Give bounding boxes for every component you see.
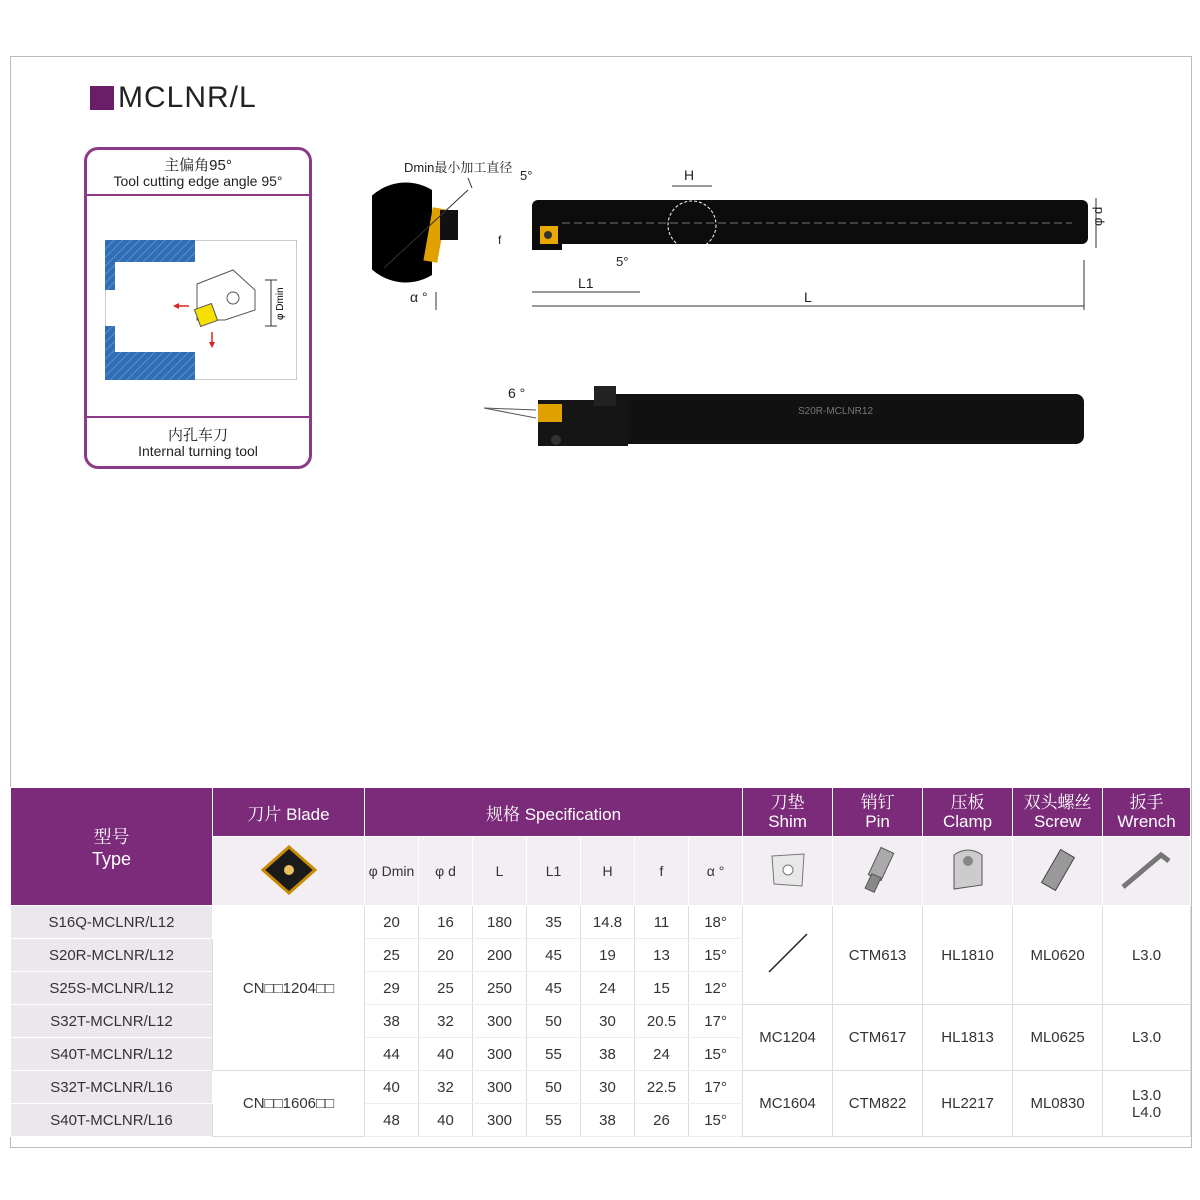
table-row: S16Q-MCLNR/L12 CN□□1204□□ 20 16 180 35 14.8 11 18° CTM613 HL1810 ML0620 L3.0 — [11, 906, 1191, 939]
shim-none-icon — [743, 906, 833, 1005]
col-header-d: φ d — [419, 837, 473, 906]
type-header-en: Type — [91, 849, 132, 869]
page-title: MCLNR/L — [90, 80, 257, 116]
blade-header: 刀片 Blade — [213, 788, 365, 837]
card-header-cn: 主偏角95° — [164, 157, 232, 174]
col-header-alpha: α ° — [689, 837, 743, 906]
card-header-en: Tool cutting edge angle 95° — [113, 173, 283, 189]
wrench-g3: L3.0 L4.0 — [1103, 1071, 1191, 1137]
blade-insert-icon — [213, 837, 365, 906]
angle-low-label: 5° — [616, 254, 629, 269]
photo-angle-label: 6 ° — [508, 385, 526, 401]
f-label: f — [498, 233, 502, 247]
dmin-label: φ Dmin — [275, 287, 286, 320]
table-row: S32T-MCLNR/L16 CN□□1606□□ 40 32 300 50 30 22.5 17° MC1604 CTM822 HL2217 ML0830 L3.0 L4.0 — [11, 1071, 1191, 1104]
wrench-icon — [1103, 837, 1191, 906]
card-footer-en: Internal turning tool — [138, 443, 258, 459]
wrench-header: 扳手 Wrench — [1103, 788, 1191, 837]
angle-top-label: 5° — [520, 168, 533, 183]
dmin-text: Dmin最小加工直径 — [404, 160, 513, 175]
col-header-h: H — [581, 837, 635, 906]
blade-code-1606: CN□□1606□□ — [213, 1071, 365, 1137]
pin-icon — [833, 837, 923, 906]
blade-code-1204: CN□□1204□□ — [213, 906, 365, 1071]
card-footer — [87, 416, 309, 466]
tool-marking: S20R-MCLNR12 — [798, 406, 874, 417]
table-row: S32T-MCLNR/L12 38 32 300 50 30 20.5 17° MC1204 CTM617 HL1813 ML0625 L3.0 — [11, 1005, 1191, 1038]
tool-photo — [478, 376, 1098, 456]
clamp-header: 压板 Clamp — [923, 788, 1013, 837]
col-header-l1: L1 — [527, 837, 581, 906]
screw-header: 双头螺丝 Screw — [1013, 788, 1103, 837]
card-footer-cn: 内孔车刀 — [167, 427, 228, 444]
tool-info-card — [84, 147, 312, 469]
shim-icon — [743, 837, 833, 906]
phi-d-label: φ d — [1090, 206, 1105, 226]
type-header-cn: 型号 — [93, 827, 130, 847]
col-header-l: L — [473, 837, 527, 906]
title-square-icon — [90, 86, 114, 110]
pin-header: 销钉 Pin — [833, 788, 923, 837]
table-row: S20R-MCLNR/L12 25 20 200 45 19 13 15° — [11, 939, 1191, 972]
table-row: S40T-MCLNR/L16 48 40 300 55 38 26 15° — [11, 1104, 1191, 1137]
bore-diagram — [105, 240, 297, 380]
card-header — [87, 150, 309, 196]
col-header-f: f — [635, 837, 689, 906]
l1-label: L1 — [578, 275, 594, 291]
spec-header: 规格 Specification — [365, 788, 743, 837]
clamp-icon — [923, 837, 1013, 906]
table-row: S25S-MCLNR/L12 29 25 250 45 24 15 12° — [11, 972, 1191, 1005]
col-header-dmin: φ Dmin — [365, 837, 419, 906]
type-header — [11, 788, 213, 906]
h-label: H — [684, 167, 695, 183]
table-row: S40T-MCLNR/L12 44 40 300 55 38 24 15° — [11, 1038, 1191, 1071]
l-label: L — [804, 289, 812, 305]
spec-table — [10, 787, 1191, 1137]
shim-header: 刀垫 Shim — [743, 788, 833, 837]
screw-icon — [1013, 837, 1103, 906]
alpha-label: α ° — [410, 289, 428, 305]
